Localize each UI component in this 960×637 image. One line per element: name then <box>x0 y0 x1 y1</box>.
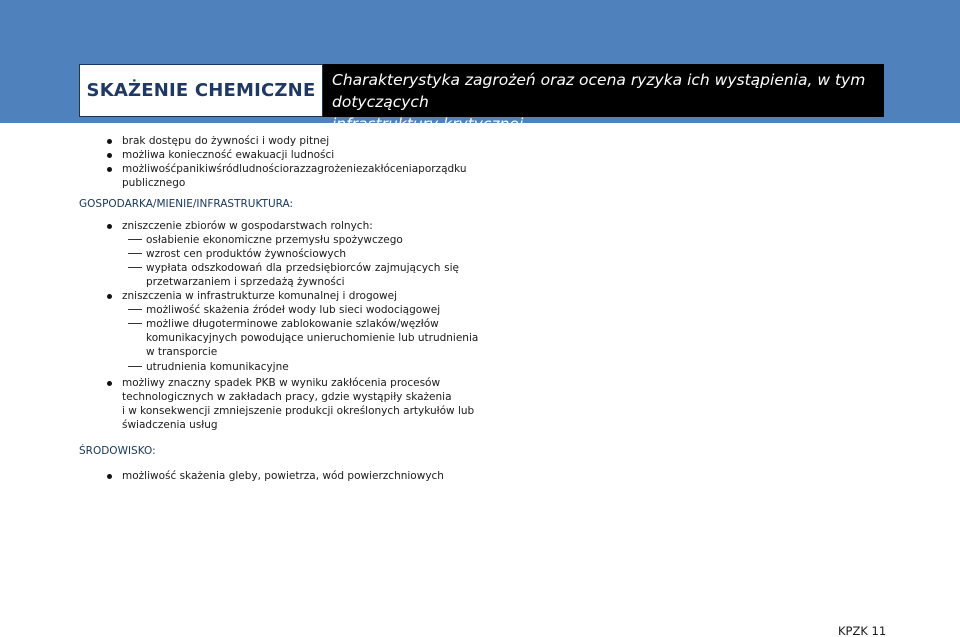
subtitle-line-1: Charakterystyka zagrożeń oraz ocena ryzyka ich wystąpienia, w tym dotyczących <box>332 71 866 111</box>
word: odszkodowań <box>191 262 263 274</box>
list-item: możliwość skażenia gleby, powietrza, wód powierzchniowych <box>122 470 444 482</box>
list-item-continuation: publicznego <box>122 177 186 189</box>
dash-icon <box>128 309 142 310</box>
dash-icon <box>128 253 142 254</box>
bullet-icon <box>107 224 112 229</box>
page-number: KPZK 11 <box>838 624 887 637</box>
dash-icon <box>128 366 142 367</box>
sub-list-item: możliwe długoterminowe zablokowanie szlaków/węzłów <box>146 318 439 330</box>
bullet-icon <box>107 294 112 299</box>
list-item-continuation: technologicznych w zakładach pracy, gdzie wystąpiły skażenia <box>122 391 452 403</box>
list-item: zniszczenie zbiorów w gospodarstwach rolnych: <box>122 220 373 232</box>
word: przedsiębiorców <box>285 262 372 274</box>
dash-icon <box>128 323 142 324</box>
word: zajmujących <box>374 262 441 274</box>
list-item: możliwy znaczny spadek PKB w wyniku zakłócenia procesów <box>122 377 441 389</box>
word: wśród <box>207 163 240 175</box>
word: wypłata <box>146 262 188 274</box>
word: zakłócenia <box>362 163 419 175</box>
word: dla <box>265 262 282 274</box>
sub-list-item: utrudnienia komunikacyjne <box>146 361 289 373</box>
section-heading-environment: ŚRODOWISKO: <box>79 445 156 457</box>
word: paniki <box>176 163 208 175</box>
dash-icon <box>128 267 142 268</box>
list-item: możliwa konieczność ewakuacji ludności <box>122 149 335 161</box>
word: porządku <box>418 163 467 175</box>
sub-list-item: osłabienie ekonomiczne przemysłu spożywczego <box>146 234 403 246</box>
sub-list-item-continuation: komunikacyjnych powodujące unieruchomienie lub utrudnienia <box>146 332 479 344</box>
word: możliwość <box>122 163 177 175</box>
bullet-icon <box>107 153 112 158</box>
bullet-icon <box>107 139 112 144</box>
subtitle-line-2: infrastruktury krytycznej <box>332 115 524 133</box>
list-item-continuation: i w konsekwencji zmniejszenie produkcji określonych artykułów lub <box>122 405 475 417</box>
list-item-justified <box>122 162 467 176</box>
word: oraz <box>282 163 306 175</box>
word: się <box>444 262 459 274</box>
sub-list-item: wzrost cen produktów żywnościowych <box>146 248 347 260</box>
section-heading-economy: GOSPODARKA/MIENIE/INFRASTRUKTURA: <box>79 198 294 210</box>
list-item: zniszczenia w infrastrukturze komunalnej i drogowej <box>122 290 398 302</box>
list-item-continuation: świadczenia usług <box>122 419 218 431</box>
page-title: SKAŻENIE CHEMICZNE <box>86 80 316 101</box>
sub-list-item-continuation: w transporcie <box>146 346 218 358</box>
sub-list-item: możliwość skażenia źródeł wody lub sieci wodociągowej <box>146 304 441 316</box>
list-item: brak dostępu do żywności i wody pitnej <box>122 135 330 147</box>
sub-list-item-continuation: przetwarzaniem i sprzedażą żywności <box>146 276 345 288</box>
sub-list-item-justified <box>146 261 459 275</box>
bullet-icon <box>107 474 112 479</box>
bullet-icon <box>107 381 112 386</box>
word: ludności <box>239 163 283 175</box>
word: zagrożenie <box>305 163 363 175</box>
dash-icon <box>128 239 142 240</box>
bullet-icon <box>107 167 112 172</box>
